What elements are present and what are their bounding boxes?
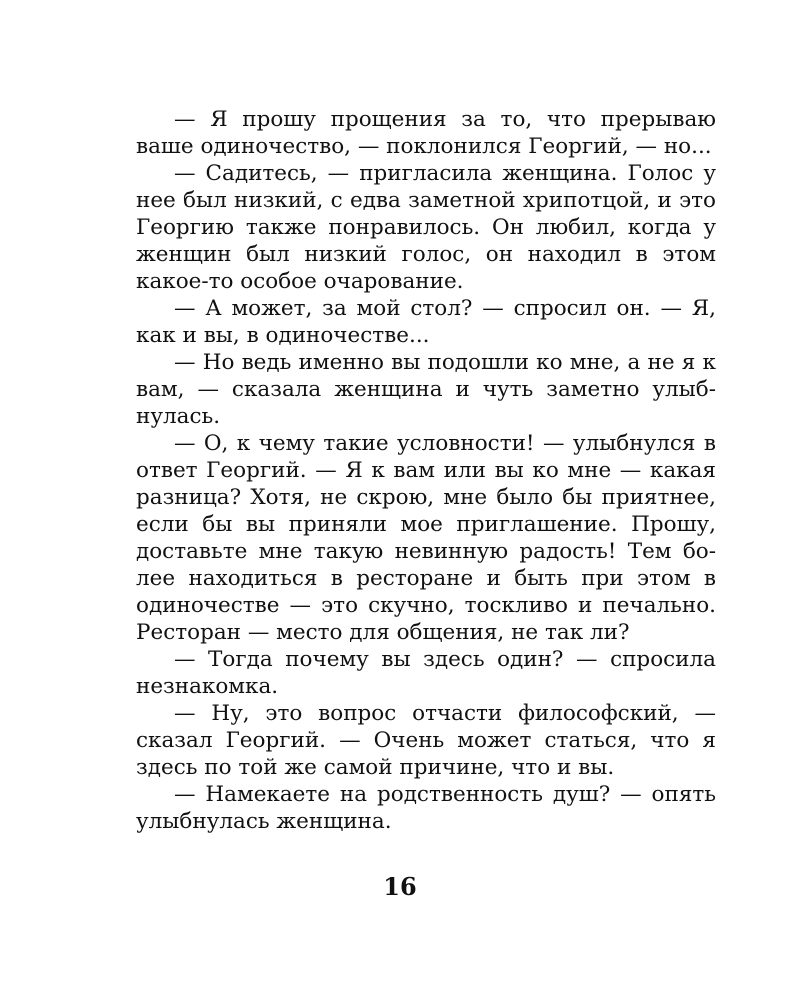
- paragraph-1: — Я прошу прощения за то, что прерываю ваше одиночество, — поклонился Георгий, — но...: [136, 107, 716, 159]
- paragraph-2: — Садитесь, — пригласила женщина. Голос у нее был низкий, с едва заметной хрипотцой, и это Георгию также понравилось. Он любил, когда у женщин был низкий голос, он находил в этом какое-то особое очарование.: [136, 161, 716, 294]
- paragraph-6: — Тогда почему вы здесь один? — спросила незнакомка.: [136, 647, 716, 699]
- paragraph-7: — Ну, это вопрос отчасти философский, — сказал Георгий. — Очень может статься, что я здесь по той же самой причине, что и вы.: [136, 701, 716, 780]
- paragraph-4: — Но ведь именно вы подошли ко мне, а не я к вам, — сказала женщина и чуть заметно улыбнулась.: [136, 350, 716, 429]
- paragraph-5: — О, к чему такие условности! — улыбнулся в ответ Георгий. — Я к вам или вы ко мне — какая разница? Хотя, не скрою, мне было бы приятнее, если бы вы приняли мое приглашение. Прошу, доставьте мне такую невинную радость! Тем более находиться в ресторане и быть при этом в одиночестве — это скучно, тоскливо и печально. Ресторан — место для общения, не так ли?: [136, 431, 716, 645]
- page-number: 16: [383, 872, 417, 901]
- page-text-block: [136, 106, 716, 835]
- paragraph-3: — А может, за мой стол? — спросил он. — Я, как и вы, в одиночестве...: [136, 296, 716, 348]
- paragraph-8: — Намекаете на родственность душ? — опять улыбнулась женщина.: [136, 782, 716, 834]
